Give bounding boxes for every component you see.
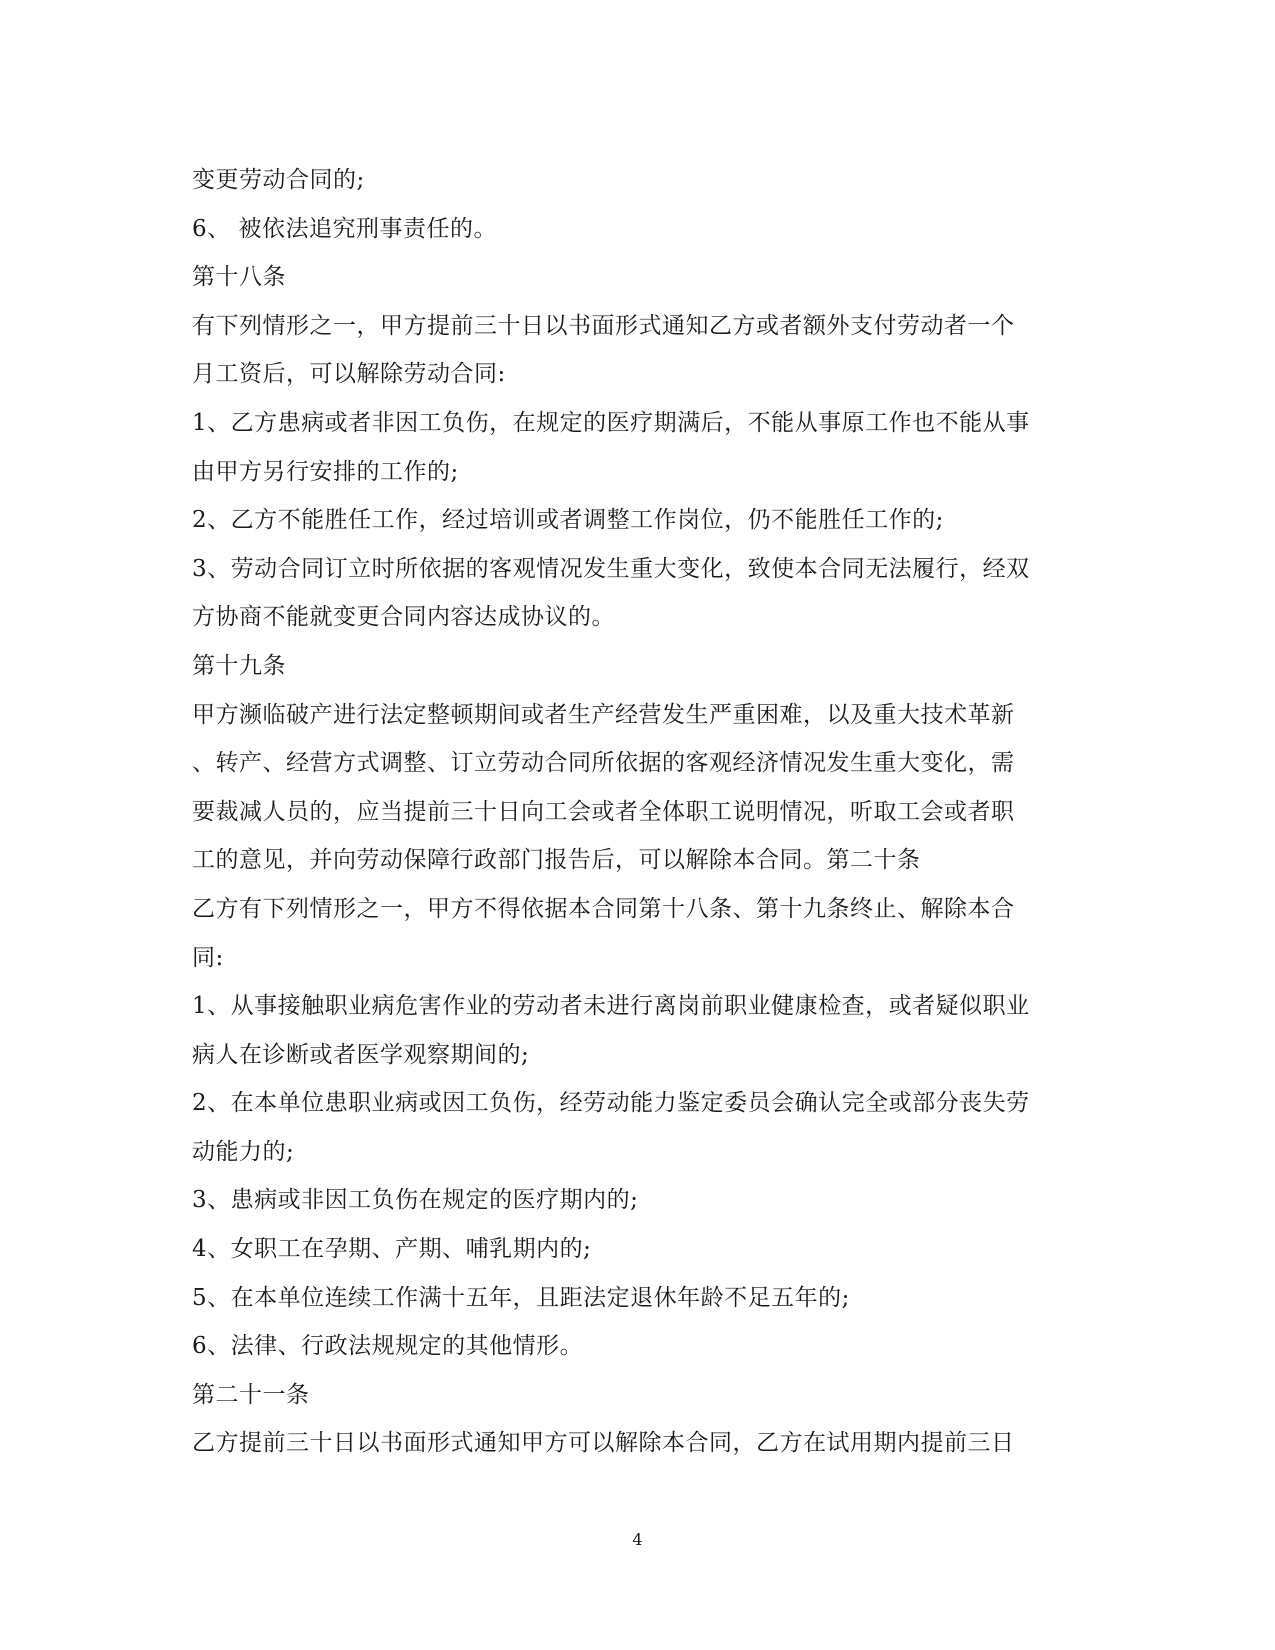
text-line: 1、乙方患病或者非因工负伤，在规定的医疗期满后，不能从事原工作也不能从事 [192,409,1030,436]
text-line: 由甲方另行安排的工作的; [192,458,459,485]
text-line: 动能力的; [192,1138,295,1165]
text-line: 、转产、经营方式调整、订立劳动合同所依据的客观经济情况发生重大变化，需 [192,750,1015,777]
article-heading: 第二十一条 [192,1381,310,1408]
text-line: 甲方濒临破产进行法定整顿期间或者生产经营发生严重困难，以及重大技术革新 [192,701,1015,728]
page-number: 4 [632,1530,643,1549]
text-line: 乙方有下列情形之一，甲方不得依据本合同第十八条、第十九条终止、解除本合 [192,895,1015,922]
text-line: 月工资后，可以解除劳动合同: [192,361,506,388]
text-line: 4、女职工在孕期、产期、哺乳期内的; [192,1236,592,1263]
text-line: 2、在本单位患职业病或因工负伤，经劳动能力鉴定委员会确认完全或部分丧失劳 [192,1090,1030,1117]
text-line: 3、患病或非因工负伤在规定的医疗期内的; [192,1187,639,1214]
text-line: 有下列情形之一，甲方提前三十日以书面形式通知乙方或者额外支付劳动者一个 [192,312,1015,339]
text-line: 5、在本单位连续工作满十五年，且距法定退休年龄不足五年的; [192,1284,850,1311]
text-line: 工的意见，并向劳动保障行政部门报告后，可以解除本合同。第二十条 [192,847,921,874]
text-line: 3、劳动合同订立时所依据的客观情况发生重大变化，致使本合同无法履行，经双 [192,555,1030,582]
text-line: 病人在诊断或者医学观察期间的; [192,1041,530,1068]
text-line: 1、从事接触职业病危害作业的劳动者未进行离岗前职业健康检查，或者疑似职业 [192,993,1030,1020]
article-heading: 第十九条 [192,652,286,679]
text-line: 2、乙方不能胜任工作，经过培训或者调整工作岗位，仍不能胜任工作的; [192,507,944,534]
article-heading: 第十八条 [192,264,286,291]
document-body [192,156,1084,1468]
text-line: 方协商不能就变更合同内容达成协议的。 [192,604,615,631]
text-line: 同: [192,944,224,971]
text-line: 6、法律、行政法规规定的其他情形。 [192,1333,584,1360]
text-line: 变更劳动合同的; [192,167,365,193]
text-line: 要裁减人员的，应当提前三十日向工会或者全体职工说明情况，听取工会或者职 [192,798,1015,825]
text-line: 乙方提前三十日以书面形式通知甲方可以解除本合同，乙方在试用期内提前三日 [192,1430,1015,1457]
text-line: 6、 被依法追究刑事责任的。 [192,215,497,242]
